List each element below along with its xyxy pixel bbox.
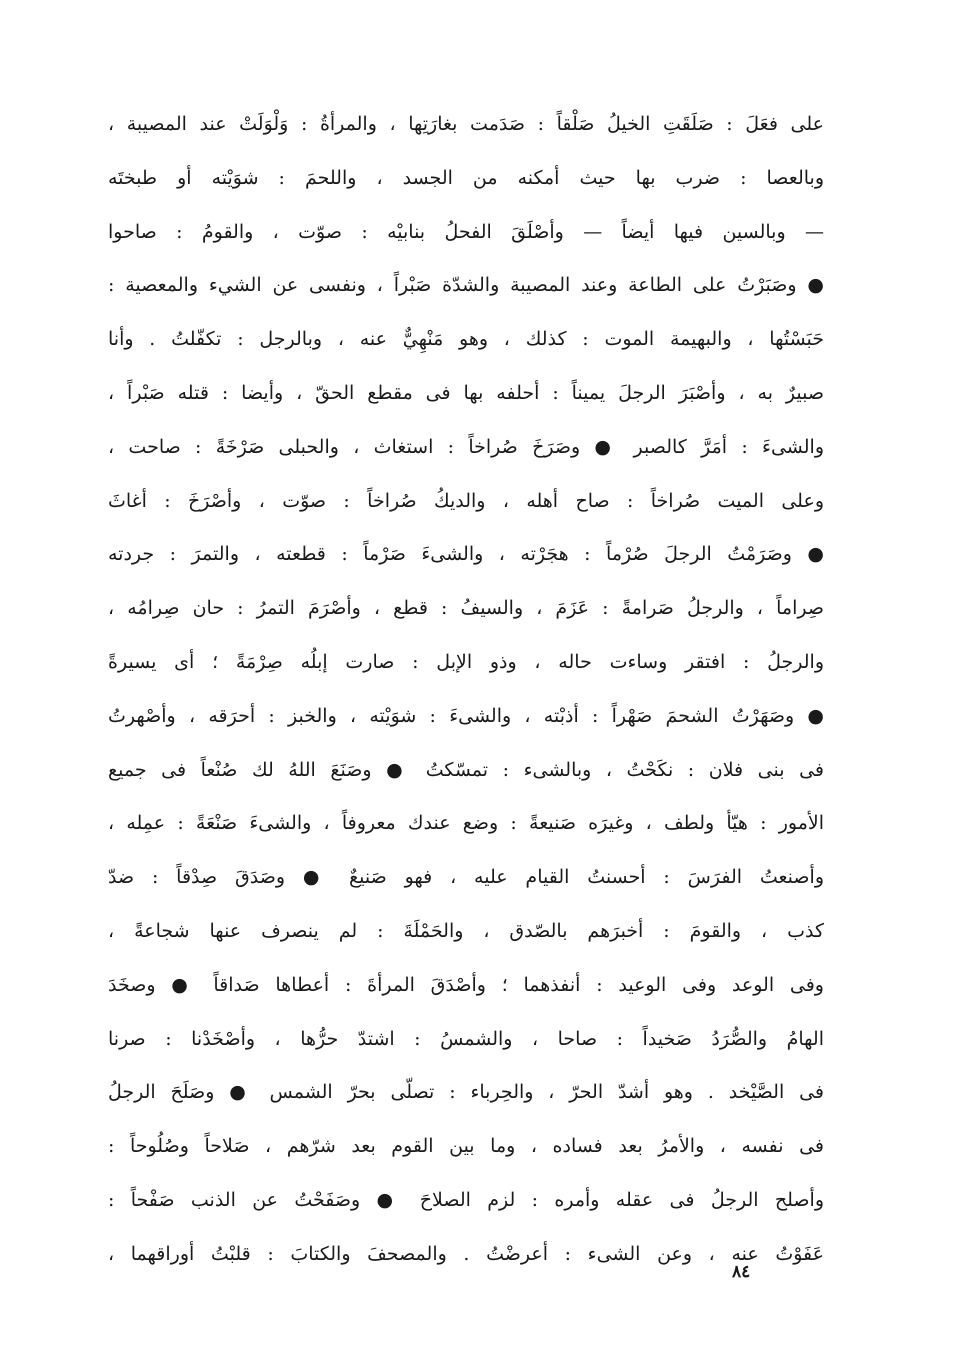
body-text <box>108 98 824 1282</box>
text-line: فى نفسه ، والأمرُ بعد فساده ، وما بين القوم بعد شرّهم ، صَلاحاً وصُلُوحاً : <box>108 1135 824 1158</box>
text-line: فى بنى فلان : نكَحْتُ ، وبالشىء : تمسّكتُ ● وصَنَعَ اللهُ لك صُنْعاً فى جميع <box>108 758 824 781</box>
text-line: وبالعصا : ضرب بها حيث أمكنه من الجسد ، واللحمَ : شوَيْته أو طبختَه <box>108 166 824 189</box>
text-line: ● وصَبَرْتُ على الطاعة وعند المصيبة والشدّة صَبْراً ، ونفسى عن الشيء والمعصية : <box>108 274 824 297</box>
text-line: على فعَلَ : صَلَقَتِ الخيلُ صَلْقاً : صَدَمت بغارَتِها ، والمرأةُ : وَلْوَلَتْ عند المصيبة ، <box>108 113 824 135</box>
text-line: صبيرٌ به ، وأصْبَرَ الرجلَ يميناً : أحلفه بها فى مقطع الحقّ ، وأيضا : قتله صَبْراً ، <box>108 381 824 404</box>
text-line: والرجلُ : افتقر وساءت حاله ، وذو الإبل : صارت إبلُه صِرْمَةً ؛ أى يسيرةً <box>108 650 824 673</box>
text-line: — وبالسين فيها أيضاً — وأصْلَقَ الفحلُ بنابيْه : صوّت ، والقومُ : صاحوا <box>108 220 824 243</box>
text-line: عَفَوْتُ عنه ، وعن الشىء : أعرضْتُ . والمصحفَ والكتابَ : قلبْتُ أوراقهما ، <box>108 1242 824 1265</box>
text-line: الهامُ والصُّرَدُ صَخيداً : صاحا ، والشمسُ : اشتدّ حرُّها ، وأصْخَدْنا : صرنا <box>108 1027 824 1050</box>
text-line: فى الصَّيْخد . وهو أشدّ الحرّ ، والحِرباء : تصلّى بحرّ الشمس ● وصَلَحَ الرجلُ <box>108 1081 824 1104</box>
text-line: الأمور : هيّأ ولطف ، وغيرَه صَنيعةً : وضع عندك معروفاً ، والشىءَ صَنْعَةً : عمِله ، <box>108 812 824 835</box>
text-line: صِراماً ، والرجلُ صَرامةً : عَزَمَ ، والسيفُ : قطع ، وأصْرَمَ التمرُ : حان صِرامُه ، <box>108 597 824 620</box>
text-line: وأصلح الرجلُ فى عقله وأمره : لزم الصلاحَ ● وصَفَحْتُ عن الذنب صَفْحاً : <box>108 1188 824 1211</box>
text-line: كذب ، والقومَ : أخبرَهم بالصّدق ، والحَمْلَةَ : لم ينصرف عنها شجاعةً ، <box>108 919 824 942</box>
text-line: حَبَسْتُها ، والبهيمة الموت : كذلك ، وهو مَنْهِيٌّ عنه ، وبالرجل : تكفّلتُ . وأنا <box>108 328 824 351</box>
text-line: ● وصَهَرْتُ الشحمَ صَهْراً : أذبْته ، والشىءَ : شوَيْته ، والخبز : أحرَقه ، وأصْهرتُ <box>108 704 824 727</box>
page-number: ٨٤ <box>732 1262 751 1282</box>
text-line: وأصنعتُ الفرَسَ : أحسنتُ القيام عليه ، فهو صَنيعٌ ● وصَدَقَ صِدْقاً : ضدّ <box>108 866 824 889</box>
text-line: والشىءَ : أمَرَّ كالصبر ● وصَرَخَ صُراخاً : استغاث ، والحبلى صَرْخَةً : صاحت ، <box>108 435 824 458</box>
text-line: وفى الوعد وفى الوعيد : أنفذهما ؛ وأصْدَقَ المرأةَ : أعطاها صَداقاً ● وصخَدَ <box>108 973 824 996</box>
text-line: وعلى الميت صُراخاً : صاح أهله ، والديكُ صُراخاً : صوّت ، وأصْرَخَ : أغاثَ <box>108 489 824 512</box>
text-line: ● وصَرَمْتُ الرجلَ صُرْماً : هجَرْته ، والشىءَ صَرْماً : قطعته ، والتمرَ : جردته <box>108 543 824 566</box>
